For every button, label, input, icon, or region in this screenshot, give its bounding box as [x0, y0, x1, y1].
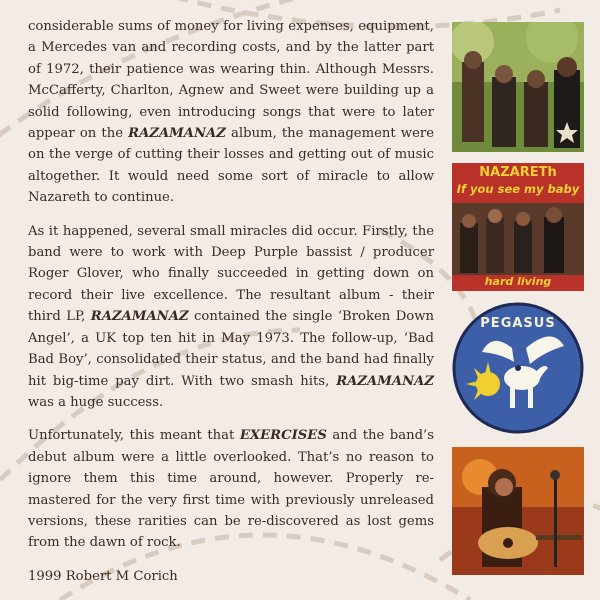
disc-label-text: PEGASUS — [480, 316, 556, 331]
sleeve-b-side-title: hard living — [484, 275, 552, 288]
text-run: Unfortunately, this meant that — [28, 428, 240, 444]
paragraph-1 — [28, 16, 434, 209]
single-sleeve-if-you-see-my-baby — [452, 163, 584, 291]
paragraph-3 — [28, 425, 434, 553]
text-run: contained the single ‘Broken Down Angel’, a UK top ten hit in May 1973. The follow-up, ‘Bad Bad Boy’, consolidated their status, and the band had finally hit big-time pay dirt. With two smash hits, — [28, 309, 434, 389]
album-title: RAZAMANAZ — [336, 373, 434, 389]
text-run: album, the management were on the verge of cutting their losses and getting out of music altogether. It would need some sort of miracle to allow Nazareth to continue. — [28, 126, 434, 206]
signature: 1999 Robert M Corich — [28, 568, 178, 584]
album-title: RAZAMANAZ — [128, 126, 226, 142]
band-photo-outdoors — [452, 22, 584, 152]
guitarist-live-photo — [452, 447, 584, 575]
sleeve-song-title: If you see my baby — [456, 182, 580, 196]
text-run: was a huge success. — [28, 394, 164, 410]
liner-notes-text — [28, 16, 434, 599]
text-run: and the band’s debut album were a little overlooked. That’s no reason to ignore them this time around, however. Properly re-mastered for the very first time with previously unreleased versions, these rarities can be re-discovered as lost gems from the dawn of rock. — [28, 428, 435, 551]
album-title: EXERCISES — [239, 428, 327, 444]
text-run: considerable sums of money for living expenses, equipment, a Mercedes van and recording costs, and by the latter part of 1972, their patience was wearing thin. Although Messrs. McCafferty, Charlton, Agnew and Sweet were building up a solid following, even introducing songs that were to later appear on the — [28, 19, 434, 142]
pegasus-record-label — [452, 302, 584, 434]
album-title: RAZAMANAZ — [90, 309, 189, 325]
paragraph-2 — [28, 221, 434, 414]
sleeve-band-name: NAZARETh — [479, 165, 557, 180]
text-run: As it happened, several small miracles did occur. Firstly, the band were to work with Deep Purple bassist / producer Roger Glover, who finally succeeded in getting down on record their live excellence. The resultant album - their third LP, — [28, 223, 434, 325]
